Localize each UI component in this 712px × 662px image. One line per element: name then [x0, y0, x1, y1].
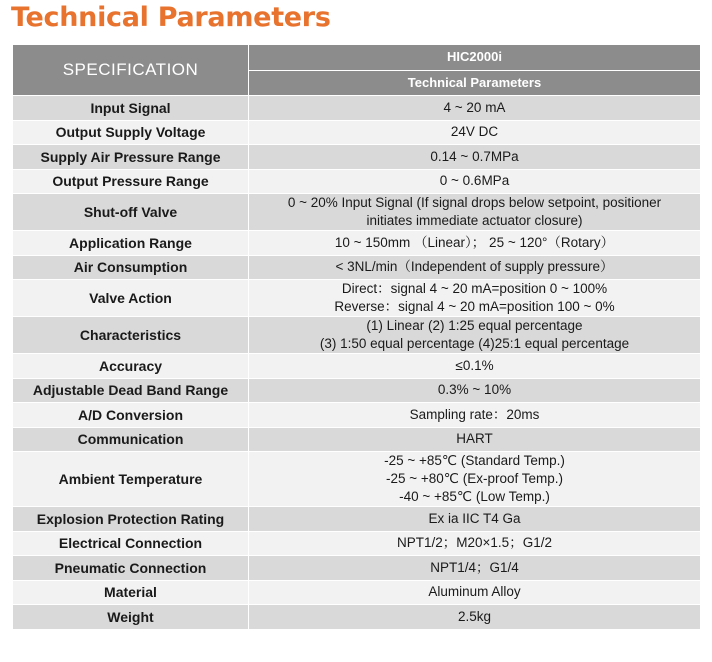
table-row — [13, 317, 701, 354]
spec-value — [249, 194, 701, 231]
spec-label: Characteristics — [13, 317, 249, 354]
spec-label: Input Signal — [13, 96, 249, 121]
table-row — [13, 507, 701, 532]
spec-value — [249, 403, 701, 428]
spec-value — [249, 605, 701, 630]
spec-value-line: Ex ia IIC T4 Ga — [428, 510, 521, 526]
spec-label: Electrical Connection — [13, 531, 249, 556]
spec-label: Explosion Protection Rating — [13, 507, 249, 532]
spec-value — [249, 354, 701, 379]
spec-value — [249, 169, 701, 194]
spec-value-line: 0 ~ 20% Input Signal (If signal drops below setpoint, positioner — [287, 195, 662, 210]
table-row — [13, 231, 701, 256]
spec-value — [249, 507, 701, 532]
spec-value-line: ≤0.1% — [455, 357, 494, 373]
spec-table-body — [13, 96, 701, 630]
spec-label: Valve Action — [13, 280, 249, 317]
spec-value-line: (3) 1:50 equal percentage (4)25:1 equal percentage — [319, 336, 630, 351]
spec-value-line: 0.14 ~ 0.7MPa — [430, 148, 519, 164]
spec-value-line: Sampling rate：20ms — [409, 406, 540, 422]
spec-table — [12, 44, 701, 630]
table-row — [13, 605, 701, 630]
spec-label: A/D Conversion — [13, 403, 249, 428]
table-row — [13, 556, 701, 581]
spec-value — [249, 145, 701, 170]
table-row — [13, 169, 701, 194]
spec-value-line: -25 ~ +85℃ (Standard Temp.) — [384, 453, 565, 468]
table-row — [13, 580, 701, 605]
spec-label: Accuracy — [13, 354, 249, 379]
spec-label: Weight — [13, 605, 249, 630]
spec-value-line: 0.3% ~ 10% — [437, 382, 512, 398]
spec-value-line: -40 ~ +85℃ (Low Temp.) — [399, 489, 550, 504]
table-row — [13, 354, 701, 379]
spec-label: Material — [13, 580, 249, 605]
table-row — [13, 255, 701, 280]
spec-value — [249, 427, 701, 452]
spec-value — [249, 96, 701, 121]
spec-value — [249, 580, 701, 605]
param-header: Technical Parameters — [249, 70, 701, 96]
table-row — [13, 96, 701, 121]
spec-value — [249, 255, 701, 280]
spec-value — [249, 231, 701, 256]
spec-value — [249, 556, 701, 581]
spec-value-line: (1) Linear (2) 1:25 equal percentage — [366, 318, 583, 333]
table-row — [13, 280, 701, 317]
spec-label: Communication — [13, 427, 249, 452]
spec-label: Shut-off Valve — [13, 194, 249, 231]
table-row — [13, 145, 701, 170]
spec-label: Ambient Temperature — [13, 452, 249, 507]
spec-value-line: 0 ~ 0.6MPa — [439, 173, 510, 189]
spec-header: SPECIFICATION — [13, 45, 249, 96]
spec-value-line: Direct：signal 4 ~ 20 mA=position 0 ~ 100% — [341, 281, 608, 296]
spec-label: Pneumatic Connection — [13, 556, 249, 581]
page-title: Technical Parameters — [11, 2, 331, 33]
spec-value — [249, 120, 701, 145]
spec-value — [249, 317, 701, 354]
spec-value-line: initiates immediate actuator closure) — [366, 213, 583, 228]
spec-value-line: -25 ~ +80℃ (Ex-proof Temp.) — [386, 471, 563, 486]
spec-value-line: NPT1/2；M20×1.5；G1/2 — [397, 535, 552, 551]
spec-value-line: < 3NL/min（Independent of supply pressure） — [335, 259, 614, 275]
spec-value-line: Aluminum Alloy — [428, 584, 521, 600]
table-row — [13, 120, 701, 145]
table-row — [13, 531, 701, 556]
table-row — [13, 452, 701, 507]
spec-value-line: 10 ~ 150mm （Linear）； 25 ~ 120°（Rotary） — [334, 234, 615, 250]
spec-value-line: NPT1/4；G1/4 — [430, 559, 519, 575]
table-row — [13, 194, 701, 231]
spec-label: Application Range — [13, 231, 249, 256]
spec-value-line: 24V DC — [450, 124, 499, 140]
spec-label: Air Consumption — [13, 255, 249, 280]
spec-value — [249, 531, 701, 556]
spec-label: Output Pressure Range — [13, 169, 249, 194]
spec-label: Adjustable Dead Band Range — [13, 378, 249, 403]
spec-value — [249, 452, 701, 507]
spec-value-line: HART — [456, 431, 493, 447]
spec-value-line: 4 ~ 20 mA — [443, 99, 506, 115]
spec-label: Output Supply Voltage — [13, 120, 249, 145]
table-row — [13, 403, 701, 428]
spec-value — [249, 280, 701, 317]
spec-label: Supply Air Pressure Range — [13, 145, 249, 170]
spec-value-line: Reverse：signal 4 ~ 20 mA=position 100 ~ 0% — [334, 299, 615, 314]
table-row — [13, 378, 701, 403]
model-header: HIC2000i — [249, 45, 701, 71]
table-row — [13, 427, 701, 452]
spec-value-line: 2.5kg — [457, 608, 492, 624]
spec-value — [249, 378, 701, 403]
